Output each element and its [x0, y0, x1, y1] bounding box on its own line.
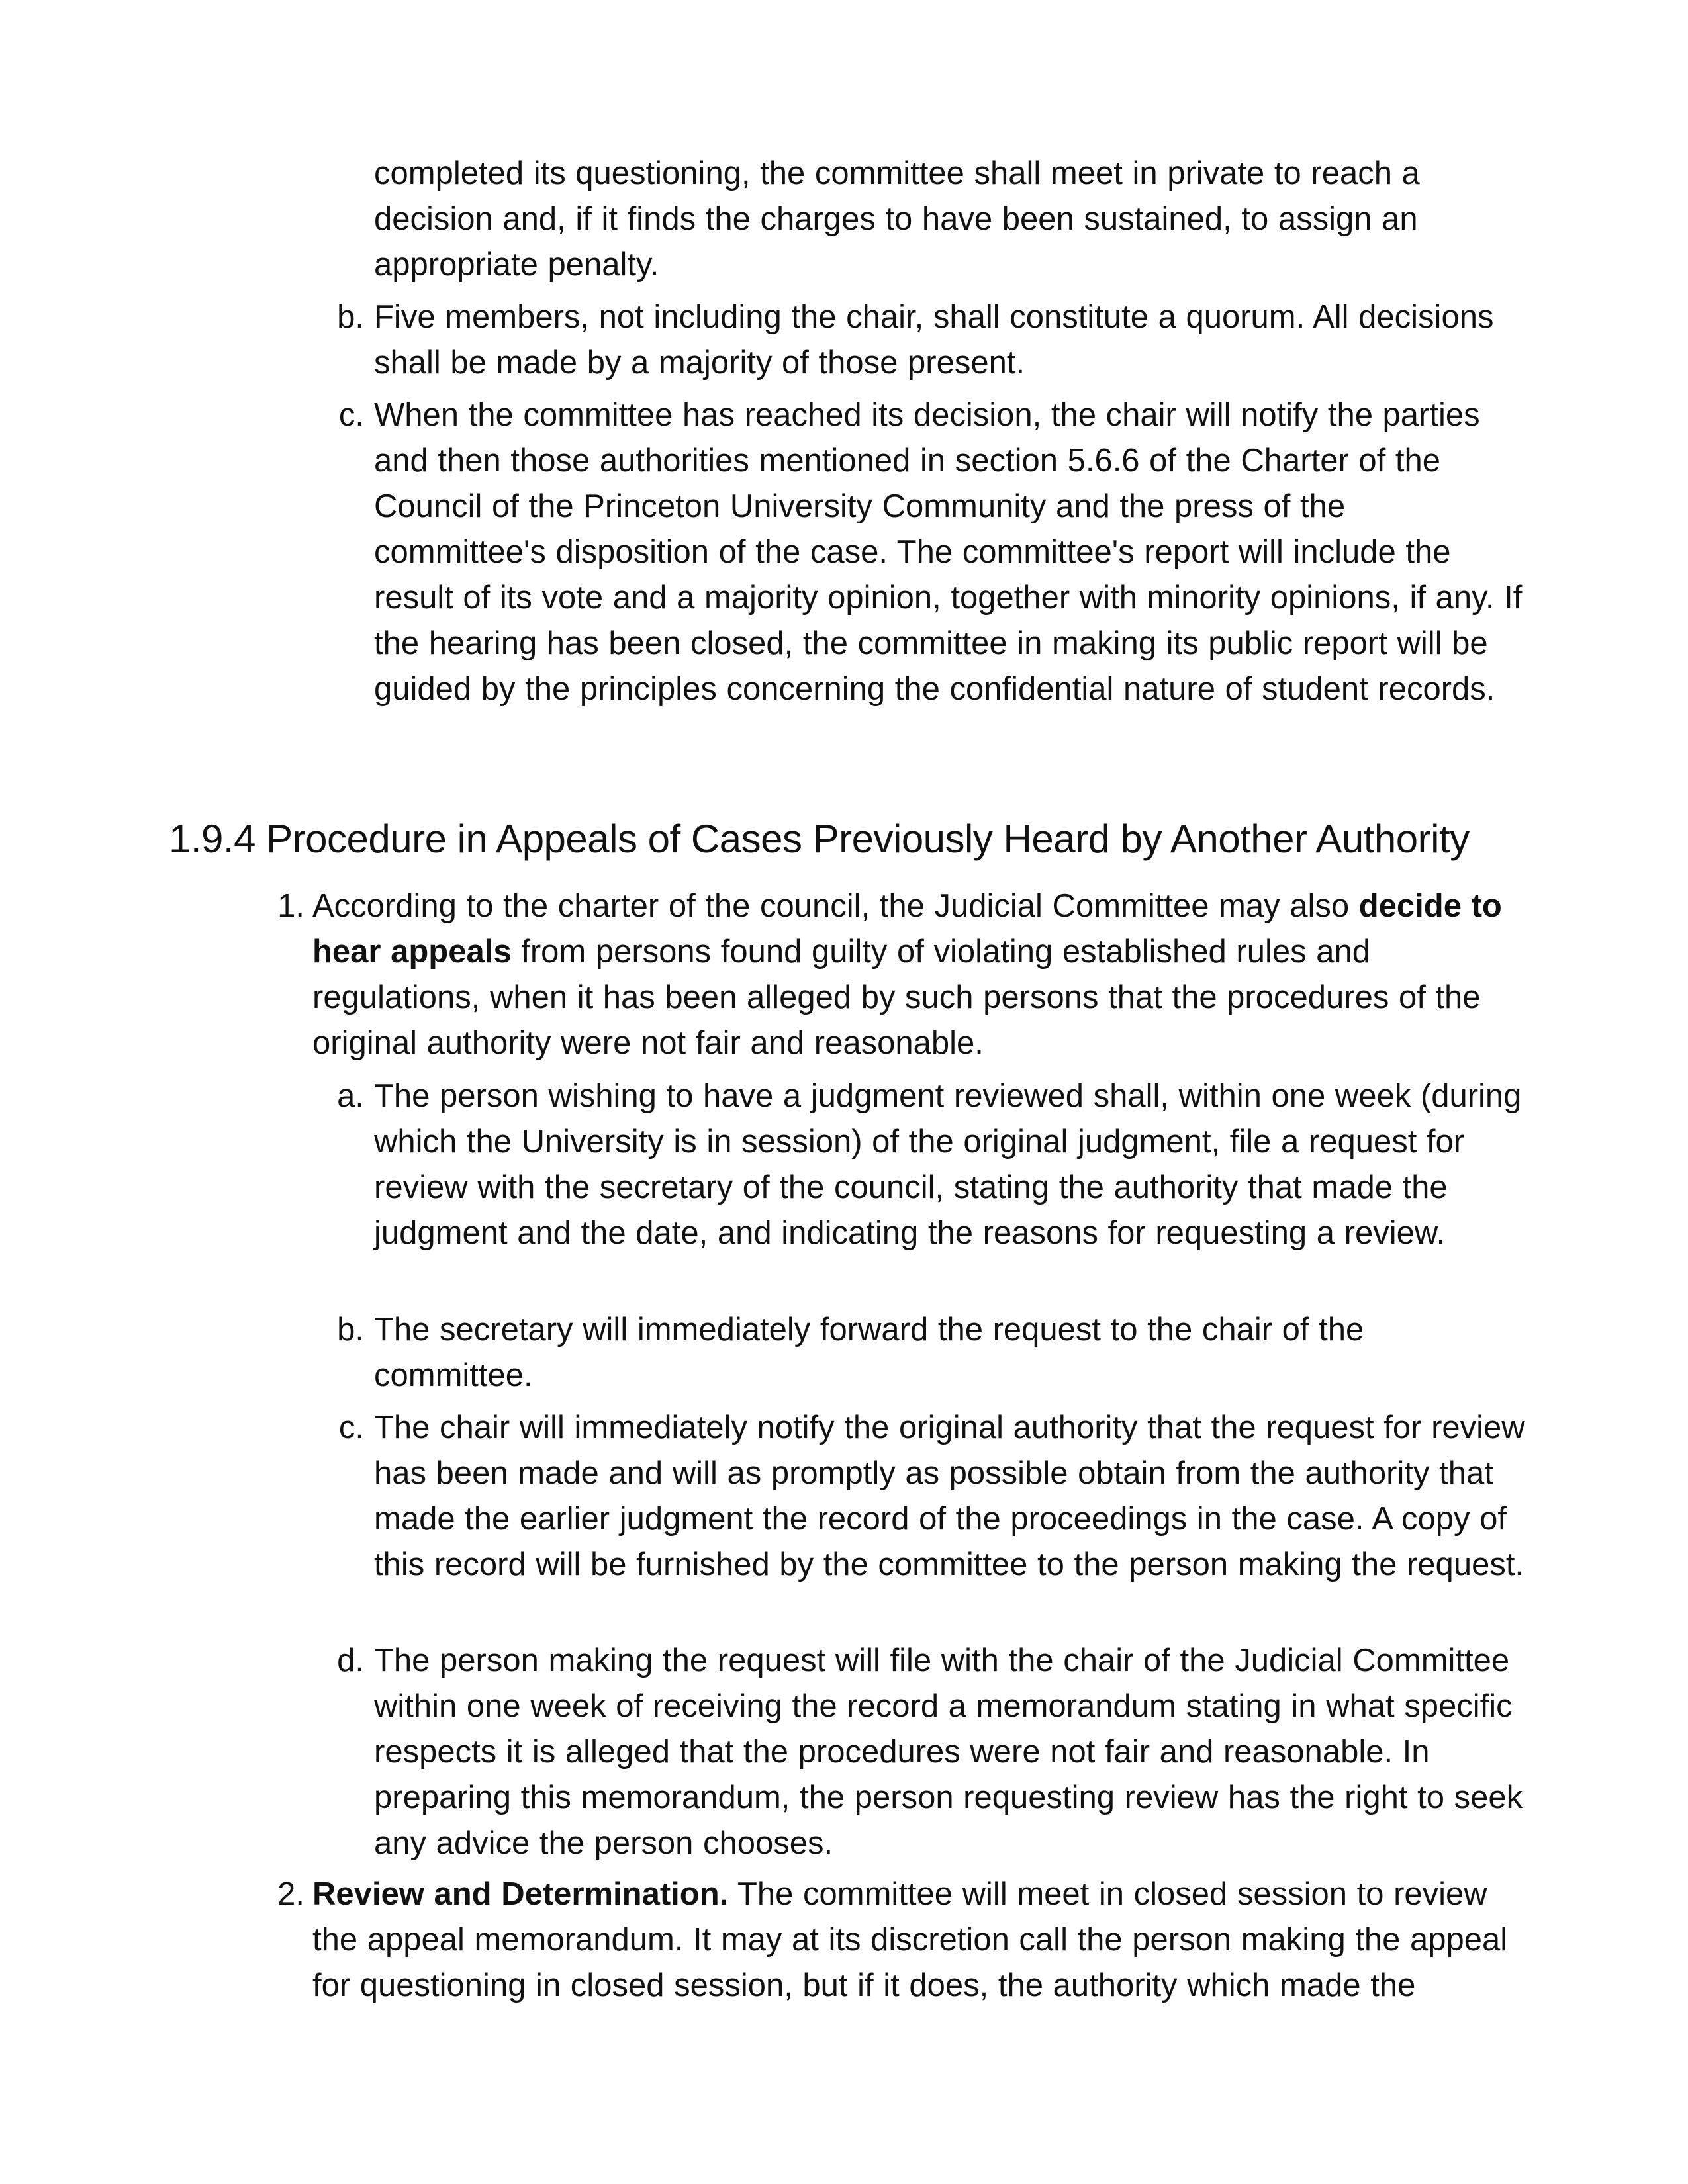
item1-text-before: According to the charter of the council, the Judicial Committee may also — [312, 888, 1359, 924]
sublist-marker-c: c. — [338, 1410, 364, 1445]
list-marker-c: c. — [338, 397, 364, 433]
list-item-c: When the committee has reached its decision, the chair will notify the parties and then those authorities mentioned in section 5.6.6 of the Charter of the Council of the Princeton University Community and the press of the committee's disposition of the case. The committee's report will include the result of its vote and a majority opinion, together with minority opinions, if any. If the hearing has been closed, the committee in making its public report will be guided by the principles concerning the confidential nature of student records. — [374, 397, 1523, 707]
item1-text-after: from persons found guilty of violating established rules and regulations, when it has been alleged by such persons that the procedures of the original authority were not fair and reasonable. — [312, 934, 1481, 1061]
sublist-item-b: The secretary will immediately forward the request to the chair of the committee. — [374, 1312, 1364, 1393]
sublist-marker-d: d. — [337, 1643, 364, 1678]
continued-paragraph: completed its questioning, the committee shall meet in private to reach a decision and, if it finds the charges to have been sustained, to assign an appropriate penalty. — [374, 156, 1420, 283]
sublist-item-c: The chair will immediately notify the original authority that the request for review has been made and will as promptly as possible obtain from the authority that made the earlier judgment the record of the proceedings in the case. A copy of this record will be furnished by the committee to the person making the request. — [374, 1410, 1525, 1582]
item2-bold-text: Review and Determination. — [312, 1876, 729, 1912]
list-marker-2: 2. — [277, 1876, 305, 1912]
item2-text-after: The committee will meet in closed session to review the appeal memorandum. It may at its discretion call the person making the appeal for questioning in closed session, but if it does, the authority which made the — [312, 1876, 1508, 2003]
list-marker-1: 1. — [277, 888, 305, 924]
sublist-item-a: The person wishing to have a judgment reviewed shall, within one week (during which the University is in session) of the original judgment, file a request for review with the secretary of the council, stating the authority that made the judgment and the date, and indicating the reasons for requesting a review. — [374, 1078, 1522, 1251]
list-item-1 — [312, 884, 1524, 1066]
item1-bold-text: decide to hear appeals — [312, 888, 1502, 970]
list-item-2 — [312, 1872, 1530, 2009]
list-item-b: Five members, not including the chair, shall constitute a quorum. All decisions shall be made by a majority of those present. — [374, 299, 1494, 381]
sublist-marker-b: b. — [337, 1312, 364, 1347]
section-heading: 1.9.4 Procedure in Appeals of Cases Previously Heard by Another Authority — [169, 817, 1470, 861]
list-marker-b: b. — [337, 299, 364, 335]
sublist-marker-a: a. — [337, 1078, 364, 1114]
sublist-item-d: The person making the request will file with the chair of the Judicial Committee within one week of receiving the record a memorandum stating in what specific respects it is alleged that the procedures were not fair and reasonable. In preparing this memorandum, the person requesting review has the right to seek any advice the person chooses. — [374, 1643, 1523, 1861]
